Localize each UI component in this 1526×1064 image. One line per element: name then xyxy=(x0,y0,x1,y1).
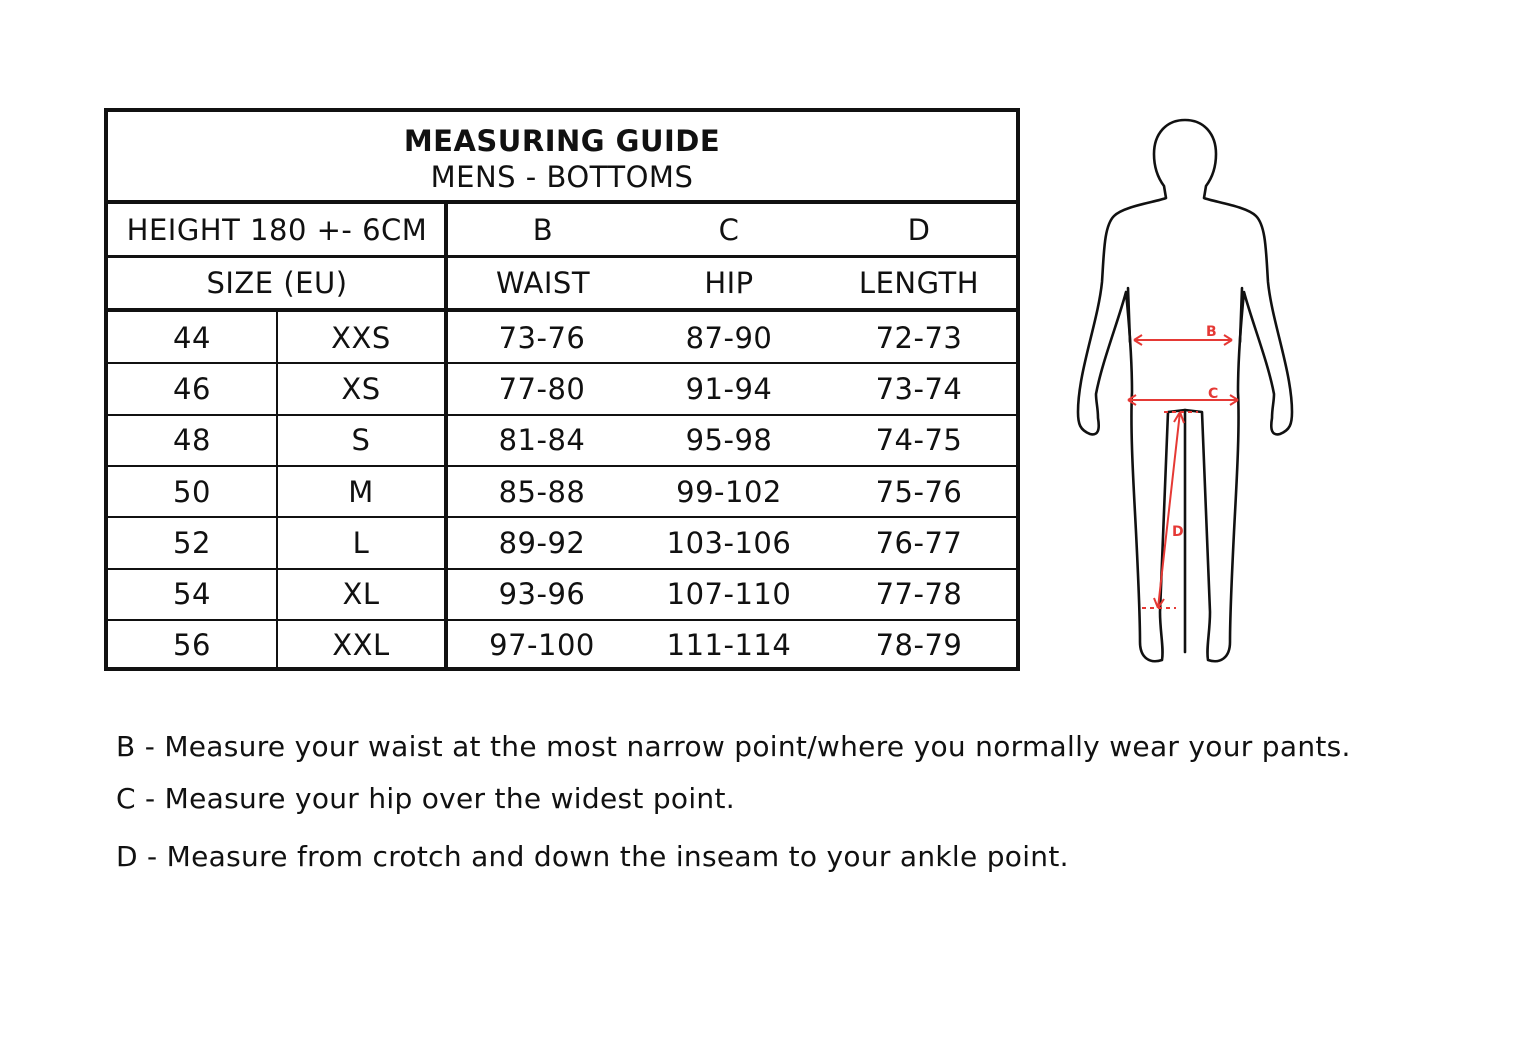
hip-cell: 111-114 xyxy=(666,628,792,663)
table-title-block xyxy=(108,112,1016,204)
row-divider xyxy=(108,414,1016,416)
length-cell: 78-79 xyxy=(875,628,963,663)
eu-size-cell: 56 xyxy=(173,628,211,663)
note-hip: C - Measure your hip over the widest point. xyxy=(116,782,735,815)
marker-label-c: C xyxy=(1208,386,1219,402)
marker-label-d: D xyxy=(1172,524,1184,540)
eu-column-divider xyxy=(276,312,278,667)
waist-cell: 77-80 xyxy=(498,371,586,406)
column-name-hip: HIP xyxy=(704,266,754,300)
column-letter-d: D xyxy=(907,212,931,247)
header-bottom-divider xyxy=(108,308,1016,312)
letter-size-cell: XL xyxy=(342,577,380,612)
waist-cell: 85-88 xyxy=(498,474,586,509)
waist-cell: 97-100 xyxy=(489,628,595,663)
letter-size-cell: XXS xyxy=(331,320,391,355)
row-divider xyxy=(108,619,1016,621)
table-title: MEASURING GUIDE xyxy=(403,124,721,158)
length-cell: 72-73 xyxy=(875,320,963,355)
letter-size-cell: M xyxy=(348,474,374,509)
eu-size-cell: 54 xyxy=(173,577,211,612)
length-cell: 77-78 xyxy=(875,577,963,612)
note-waist: B - Measure your waist at the most narrow point/where you normally wear your pants. xyxy=(116,730,1351,763)
size-column-divider xyxy=(444,204,448,667)
hip-cell: 95-98 xyxy=(685,423,773,458)
column-name-waist: WAIST xyxy=(495,266,591,300)
hip-cell: 107-110 xyxy=(666,577,792,612)
body-outline-icon xyxy=(1068,112,1302,668)
row-divider xyxy=(108,568,1016,570)
height-label: HEIGHT 180 +- 6CM xyxy=(126,212,428,247)
column-letter-c: C xyxy=(718,212,740,247)
column-letter-b: B xyxy=(532,212,554,247)
eu-size-cell: 48 xyxy=(173,423,211,458)
letter-size-cell: L xyxy=(352,525,370,560)
eu-size-cell: 52 xyxy=(173,525,211,560)
waist-cell: 89-92 xyxy=(498,525,586,560)
length-cell: 74-75 xyxy=(875,423,963,458)
letter-size-cell: S xyxy=(351,423,371,458)
hip-cell: 87-90 xyxy=(685,320,773,355)
length-cell: 76-77 xyxy=(875,525,963,560)
hip-cell: 103-106 xyxy=(666,525,792,560)
note-length: D - Measure from crotch and down the inseam to your ankle point. xyxy=(116,840,1069,873)
eu-size-cell: 46 xyxy=(173,371,211,406)
size-eu-label: SIZE (EU) xyxy=(206,266,348,300)
hip-cell: 91-94 xyxy=(685,371,773,406)
marker-label-b: B xyxy=(1206,324,1217,340)
row-divider xyxy=(108,362,1016,364)
table-subtitle: MENS - BOTTOMS xyxy=(430,160,694,194)
eu-size-cell: 50 xyxy=(173,474,211,509)
length-cell: 73-74 xyxy=(875,371,963,406)
row-divider xyxy=(108,516,1016,518)
waist-cell: 93-96 xyxy=(498,577,586,612)
hip-cell: 99-102 xyxy=(676,474,782,509)
waist-cell: 81-84 xyxy=(498,423,586,458)
eu-size-cell: 44 xyxy=(173,320,211,355)
header-divider xyxy=(108,255,1016,258)
waist-cell: 73-76 xyxy=(498,320,586,355)
letter-size-cell: XXL xyxy=(332,628,390,663)
column-name-length: LENGTH xyxy=(858,266,980,300)
measuring-guide-table xyxy=(104,108,1020,671)
letter-size-cell: XS xyxy=(341,371,381,406)
row-divider xyxy=(108,465,1016,467)
length-cell: 75-76 xyxy=(875,474,963,509)
